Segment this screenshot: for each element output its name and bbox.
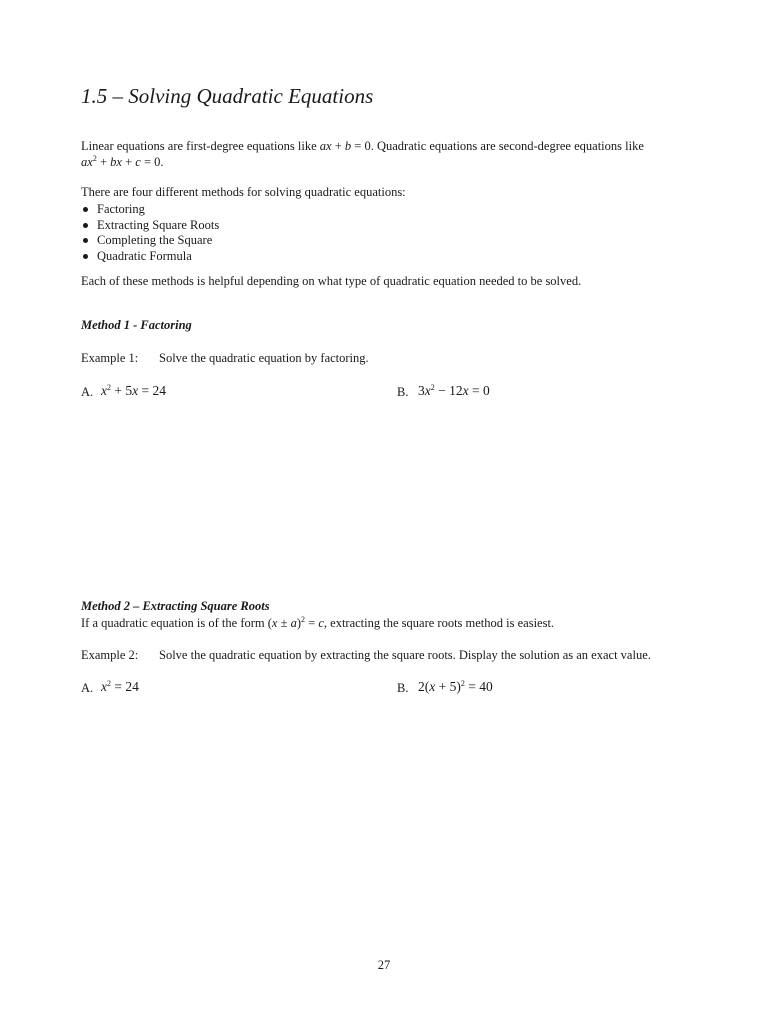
example1-a-equation: $x^2 + 5x = 24$	[101, 383, 166, 398]
method1-heading: Method 1 - Factoring	[81, 318, 192, 332]
example1-b-equation: $3x^2 - 12x = 0$	[418, 383, 490, 398]
example1-b-label: B.	[397, 385, 409, 399]
methods-intro: There are four different methods for solving quadratic equations:	[81, 185, 406, 199]
list-item: Quadratic Formula	[81, 249, 219, 265]
methods-note: Each of these methods is helpful depending on what type of quadratic equation needed to be solved.	[81, 274, 582, 288]
example2-label: Example 2:	[81, 648, 139, 662]
bullet-icon	[83, 254, 88, 259]
list-item: Completing the Square	[81, 233, 219, 249]
intro-line-2: $ax^2$ + bx + c = 0.	[81, 154, 164, 169]
bullet-icon	[83, 223, 88, 228]
methods-list	[81, 202, 219, 264]
example1-a-label: A.	[81, 385, 94, 399]
list-item: Factoring	[81, 202, 219, 218]
bullet-icon	[83, 238, 88, 243]
example2-b-label: B.	[397, 681, 409, 695]
page-title: 1.5 – Solving Quadratic Equations	[81, 84, 374, 108]
example1-text: Solve the quadratic equation by factoring.	[159, 351, 369, 365]
list-item: Extracting Square Roots	[81, 218, 219, 234]
example2-a-label: A.	[81, 681, 94, 695]
intro-line-1: Linear equations are first-degree equations like ax + b = 0. Quadratic equations are second-degree equations like	[81, 139, 644, 153]
bullet-icon	[83, 207, 88, 212]
page-number: 27	[377, 958, 391, 972]
example2-b-equation: $2(x + 5)^2 = 40$	[418, 679, 493, 694]
example2-a-equation: $x^2 = 24$	[101, 679, 139, 694]
method2-heading: Method 2 – Extracting Square Roots	[81, 599, 270, 613]
example1-label: Example 1:	[81, 351, 139, 365]
method2-description: If a quadratic equation is of the form $(x \pm a)^2 = c$, extracting the square roots method is easiest.	[81, 615, 555, 630]
example2-text: Solve the quadratic equation by extracting the square roots. Display the solution as an exact value.	[159, 648, 651, 662]
